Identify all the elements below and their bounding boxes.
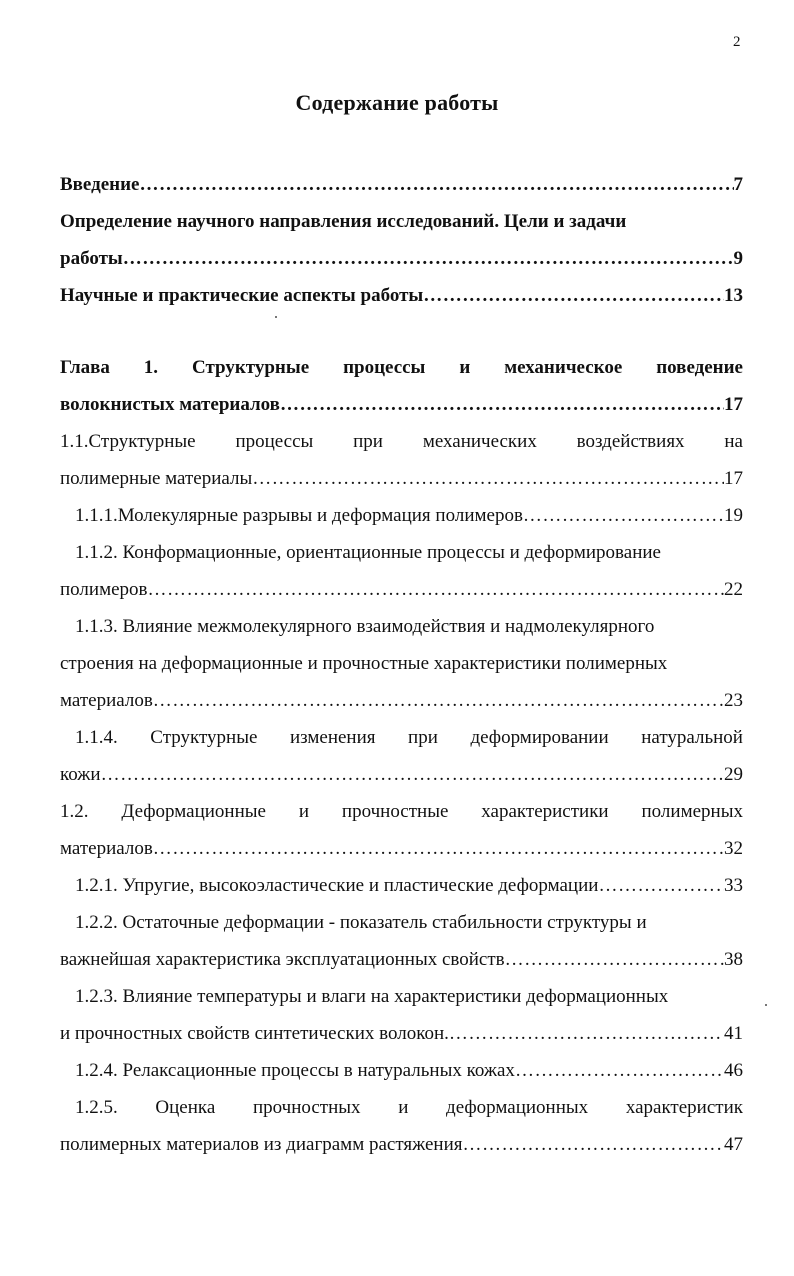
toc-entry-1-2-2-cont <box>60 941 743 978</box>
toc-page: 23 <box>724 690 743 711</box>
toc-word: Структурные <box>150 727 258 748</box>
toc-label: строения на деформационные и прочностные характеристики полимерных <box>60 653 668 674</box>
toc-word: 1. <box>143 357 159 378</box>
dot-leader <box>449 1015 724 1052</box>
toc-entry-definition <box>60 203 743 240</box>
toc-page: 9 <box>733 248 743 269</box>
toc-page: 33 <box>724 875 743 896</box>
toc-page: 29 <box>724 764 743 785</box>
dot-leader <box>153 682 724 719</box>
toc-word: Оценка <box>155 1097 216 1118</box>
dot-leader <box>123 240 734 277</box>
toc-label: 1.2.4. Релаксационные процессы в натуральных кожах <box>75 1060 515 1081</box>
toc-word: механических <box>422 431 537 452</box>
toc-word: Структурные <box>191 357 310 378</box>
toc-entry-definition-cont <box>60 240 743 277</box>
toc-label: материалов <box>60 690 153 711</box>
toc-entry-1-1-1 <box>60 497 743 534</box>
toc-entry-1-1-4-cont <box>60 756 743 793</box>
toc-label: кожи <box>60 764 101 785</box>
toc-word: прочностные <box>341 801 449 822</box>
toc-label: важнейшая характеристика эксплуатационных свойств <box>60 949 505 970</box>
toc-page: 41 <box>724 1023 743 1044</box>
toc-label: полимерные материалы <box>60 468 253 489</box>
toc-word: и <box>298 801 310 822</box>
dot-leader <box>153 830 724 867</box>
toc-label: полимерных материалов из диаграмм растяжения <box>60 1134 463 1155</box>
toc-entry-intro <box>60 166 743 203</box>
dot-leader <box>252 460 724 497</box>
dot-leader <box>140 166 734 203</box>
toc-page: 13 <box>724 285 743 306</box>
toc-word: характеристик <box>625 1097 743 1118</box>
toc-entry-1-1-cont <box>60 460 743 497</box>
toc-entry-1-1-2-cont <box>60 571 743 608</box>
toc-page: 38 <box>724 949 743 970</box>
toc-entry-1-2 <box>60 793 743 830</box>
toc-label: 1.1.1.Молекулярные разрывы и деформация полимеров <box>75 505 523 526</box>
toc-page: 22 <box>724 579 743 600</box>
toc-word: и <box>459 357 471 378</box>
dot-leader <box>515 1052 724 1089</box>
toc-label: полимеров <box>60 579 148 600</box>
toc-word: процессы <box>343 357 426 378</box>
toc-word: натуральной <box>641 727 743 748</box>
toc-label: работы <box>60 248 123 269</box>
toc-word: Глава <box>60 357 110 378</box>
toc-label: Определение научного направления исследований. Цели и задачи <box>60 211 627 232</box>
toc-label: 1.2.1. Упругие, высокоэластические и пластические деформации <box>75 875 599 896</box>
toc-page: 32 <box>724 838 743 859</box>
toc-page: 19 <box>724 505 743 526</box>
toc-page: 17 <box>724 468 743 489</box>
dot-leader <box>598 867 724 904</box>
toc-entry-1-1-2 <box>60 534 743 571</box>
toc-entry-1-2-3-cont <box>60 1015 743 1052</box>
toc-word: 1.1.4. <box>75 727 118 748</box>
toc-word: механическое <box>504 357 623 378</box>
toc-label: 1.1.2. Конформационные, ориентационные процессы и деформирование <box>75 542 661 563</box>
dot-leader <box>101 756 724 793</box>
toc-page: 47 <box>724 1134 743 1155</box>
scan-speck <box>275 316 277 318</box>
toc-entry-1-2-5 <box>60 1089 743 1126</box>
toc-label: 1.2.2. Остаточные деформации - показатель стабильности структуры и <box>75 912 647 933</box>
dot-leader <box>280 386 724 423</box>
toc-word: полимерных <box>641 801 743 822</box>
toc-page: 7 <box>733 174 743 195</box>
toc-word: и <box>398 1097 409 1118</box>
toc-entry-chapter-1 <box>60 349 743 386</box>
toc-word: при <box>353 431 383 452</box>
toc-word: при <box>408 727 438 748</box>
dot-leader <box>523 497 724 534</box>
toc-label: волокнистых материалов <box>60 394 280 415</box>
page-number: 2 <box>733 34 741 50</box>
toc-entry-1-2-4 <box>60 1052 743 1089</box>
toc-entry-1-1-4 <box>60 719 743 756</box>
toc-entry-1-2-5-cont <box>60 1126 743 1163</box>
dot-leader <box>505 941 724 978</box>
toc-word: деформационных <box>446 1097 589 1118</box>
toc-label: 1.2.3. Влияние температуры и влаги на характеристики деформационных <box>75 986 669 1007</box>
toc-word: характеристики <box>481 801 609 822</box>
toc-word: прочностных <box>252 1097 361 1118</box>
toc-word: процессы <box>235 431 314 452</box>
toc-entry-1-1 <box>60 423 743 460</box>
table-of-contents <box>60 166 743 1163</box>
toc-entry-1-2-3 <box>60 978 743 1015</box>
toc-label: Введение <box>60 174 140 195</box>
toc-label: 1.1.3. Влияние межмолекулярного взаимодействия и надмолекулярного <box>75 616 655 637</box>
dot-leader <box>148 571 725 608</box>
toc-entry-chapter-1-cont <box>60 386 743 423</box>
scan-speck <box>765 1004 767 1006</box>
toc-word: воздействиях <box>576 431 685 452</box>
toc-entry-1-1-3 <box>60 608 743 645</box>
toc-word: 1.2.5. <box>75 1097 118 1118</box>
toc-entry-1-2-cont <box>60 830 743 867</box>
dot-leader <box>423 277 724 314</box>
dot-leader <box>463 1126 724 1163</box>
toc-page: 46 <box>724 1060 743 1081</box>
toc-page: 17 <box>724 394 743 415</box>
toc-entry-aspects <box>60 277 743 314</box>
toc-entry-1-1-3-cont <box>60 645 743 682</box>
toc-entry-1-1-3-cont2 <box>60 682 743 719</box>
toc-word: поведение <box>656 357 743 378</box>
toc-word: изменения <box>289 727 376 748</box>
toc-label: и прочностных свойств синтетических волокон. <box>60 1023 449 1044</box>
toc-label: материалов <box>60 838 153 859</box>
toc-word: деформировании <box>470 727 609 748</box>
page-title: Содержание работы <box>295 90 499 115</box>
toc-entry-1-2-1 <box>60 867 743 904</box>
toc-word: Деформационные <box>121 801 266 822</box>
toc-word: на <box>724 431 743 452</box>
toc-word: 1.1.Структурные <box>60 431 196 452</box>
toc-word: 1.2. <box>60 801 89 822</box>
toc-entry-1-2-2 <box>60 904 743 941</box>
toc-label: Научные и практические аспекты работы <box>60 285 424 306</box>
